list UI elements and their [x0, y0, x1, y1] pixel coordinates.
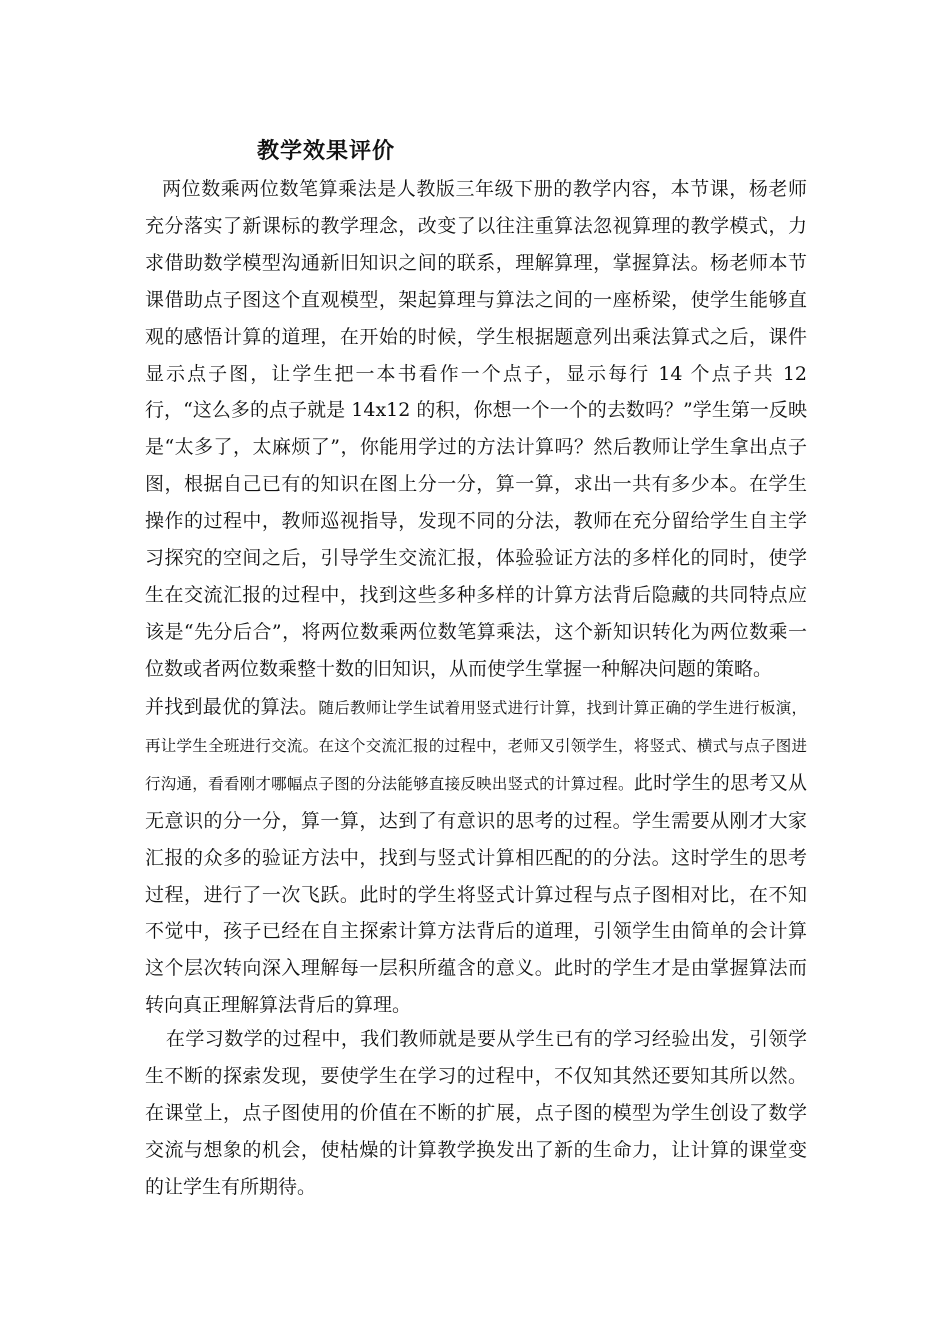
paragraph-2-rest: 此时学生的思考又从无意识的分一分，算一算，达到了有意识的思考的过程。学生需要从刚才大家汇报的众多的验证方法中，找到与竖式计算相匹配的的分法。这时学生的思考过程，进行了一次飞跃。此时的学生将竖式计算过程与点子图相对比，在不知不觉中，孩子已经在自主探索计算方法背后的道理，引领学生由简单的会计算这个层次转向深入理解每一层积所蕴含的意义。此时的学生才是由掌握算法而转向真正理解算法背后的算理。 — [145, 771, 807, 1017]
paragraph-3: 在学习数学的过程中，我们教师就是要从学生已有的学习经验出发，引领学生不断的探索发现，要使学生在学习的过程中，不仅知其然还要知其所以然。在课堂上，点子图使用的价值在不断的扩展，点子图的模型为学生创设了数学交流与想象的机会，使枯燥的计算教学换发出了新的生命力，让计算的课堂变的让学生有所期待。 — [145, 1028, 807, 1198]
paragraph-2-lead: 并找到最优的算法。 — [145, 696, 319, 718]
paragraph-2 — [145, 689, 807, 1024]
paragraph-2-small-text: 随后教师让学生试着用竖式进行计算，找到计算正确的学生进行板演，再让学生全班进行交流。在这个交流汇报的过程中，老师又引领学生，将竖式、横式与点子图进行沟通，看看刚才哪幅点子图的分法能够直接反映出竖式的计算过程。 — [145, 699, 807, 793]
document-title: 教学效果评价 — [257, 138, 396, 164]
paragraph-1: 两位数乘两位数笔算乘法是人教版三年级下册的教学内容，本节课，杨老师充分落实了新课标的教学理念，改变了以往注重算法忽视算理的教学模式，力求借助数学模型沟通新旧知识之间的联系，理解算理，掌握算法。杨老师本节课借助点子图这个直观模型，架起算理与算法之间的一座桥梁，使学生能够直观的感悟计算的道理，在开始的时候，学生根据题意列出乘法算式之后，课件显示点子图，让学生把一本书看作一个点子，显示每行 14 个点子共 12 行，“这么多的点子就是 14x12 的积，你想一个一个的去数吗？”学生第一反映是“太多了，太麻烦了”，你能用学过的方法计算吗？然后教师让学生拿出点子图，根据自己已有的知识在图上分一分，算一算，求出一共有多少本。在学生操作的过程中，教师巡视指导，发现不同的分法，教师在充分留给学生自主学习探究的空间之后，引导学生交流汇报，体验验证方法的多样化的同时，使学生在交流汇报的过程中，找到这些多种多样的计算方法背后隐藏的共同特点应该是“先分后合”，将两位数乘两位数笔算乘法，这个新知识转化为两位数乘一位数或者两位数乘整十数的旧知识，从而使学生掌握一种解决问题的策略。 — [145, 178, 807, 680]
